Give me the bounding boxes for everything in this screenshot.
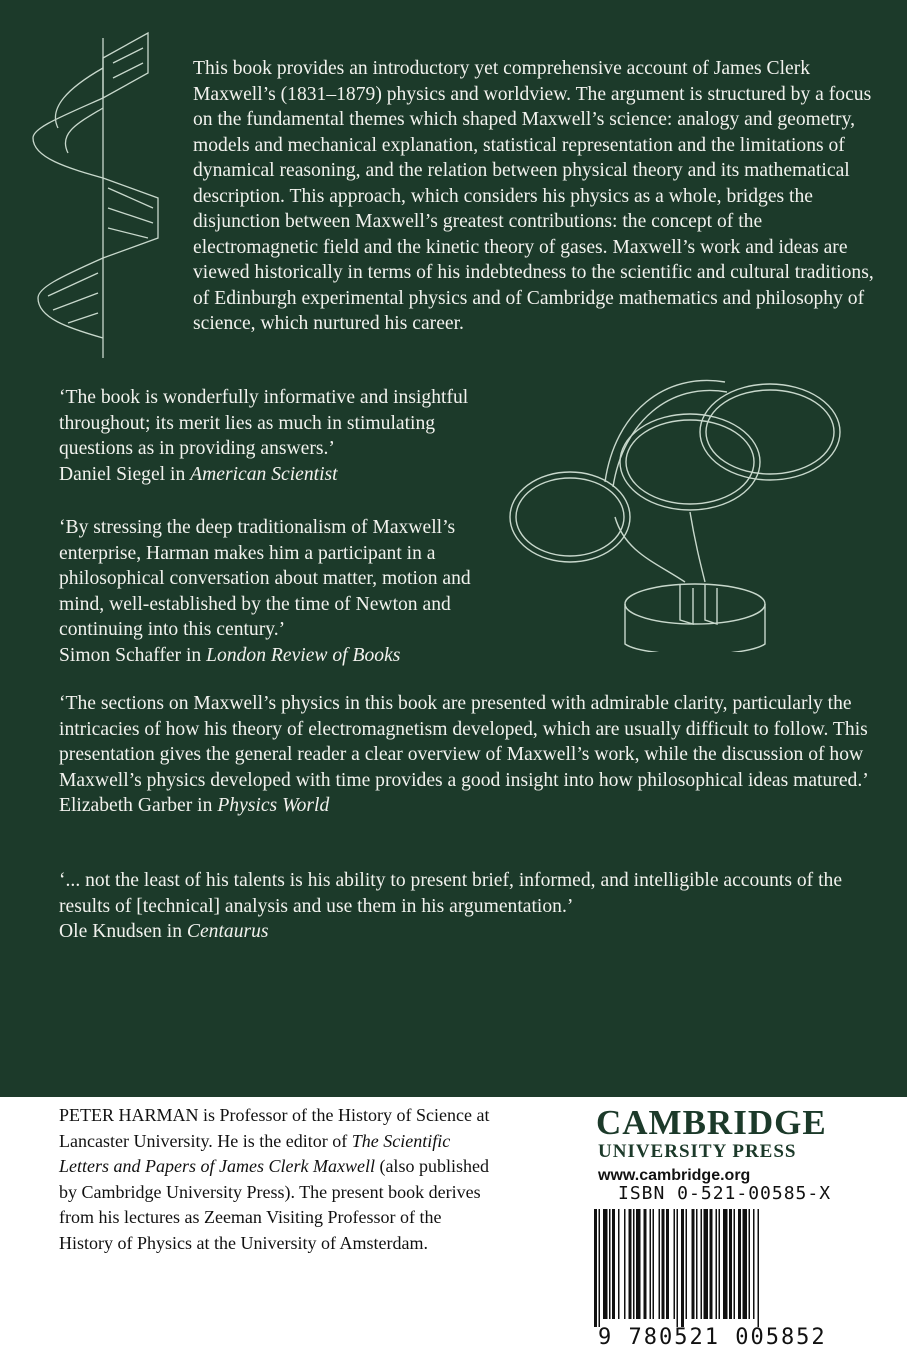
review-quote-2 [59, 515, 489, 668]
barcode-bar [644, 1209, 647, 1319]
barcode-bar [650, 1209, 652, 1319]
barcode-bar [696, 1209, 698, 1319]
barcode-bar [749, 1209, 751, 1319]
quote-text: ‘... not the least of his talents is his ability to present brief, informed, and intelligible accounts of the results of [technical] analysis and use them in his argumentation.’ [59, 870, 843, 917]
barcode-bar [738, 1209, 741, 1319]
barcode-bar [734, 1209, 736, 1319]
quote-source: Centaurus [186, 921, 269, 942]
quote-attribution [59, 793, 889, 819]
quote-attribution [59, 462, 509, 488]
magnetic-rings-illustration [505, 352, 865, 652]
barcode-bar [624, 1209, 626, 1319]
publisher-logo [596, 1105, 836, 1185]
publisher-name: CAMBRIDGE [596, 1103, 827, 1142]
quote-text: ‘The sections on Maxwell’s physics in this book are presented with admirable clarity, particularly the intricacies of how his theory of electromagnetism developed, which are usually difficult to follow. This presentation gives the general reader a clear overview of Maxwell’s work, while the discussion of how Maxwell’s physics developed with time provides a good insight into how philosophical ideas matured.’ [59, 693, 869, 791]
barcode-bar [609, 1209, 611, 1319]
publisher-url: www.cambridge.org [598, 1167, 751, 1184]
barcode-bar [681, 1209, 684, 1327]
barcode-bar [716, 1209, 718, 1319]
quote-attribution [59, 643, 489, 669]
quote-attribution [59, 919, 889, 945]
barcode-bar [743, 1209, 748, 1319]
quote-source: London Review of Books [206, 644, 401, 666]
barcode-bar [677, 1209, 679, 1327]
quote-source: American Scientist [190, 463, 338, 485]
barcode-bar [729, 1209, 732, 1319]
review-quote-3 [59, 691, 889, 819]
bottom-info-band [0, 1097, 907, 1360]
barcode-bar [704, 1209, 709, 1319]
quote-author: Daniel Siegel in [59, 463, 186, 485]
bio-text-after: (also published by Cambridge University Press). The present book derives from his lectures as Zeeman Visiting Professor of the History of Physics at the University of Amsterdam. [59, 1156, 489, 1253]
bio-book-title: The Scientific Letters and Papers of James Clerk Maxwell [59, 1130, 451, 1176]
review-quote-4 [59, 868, 889, 945]
barcode-bar [662, 1209, 665, 1319]
barcode-bar [599, 1209, 601, 1327]
review-quote-1 [59, 385, 509, 487]
wave-helix-illustration [28, 28, 178, 368]
author-bio [59, 1103, 499, 1256]
barcode-bar [633, 1209, 635, 1319]
barcode-bar [758, 1209, 760, 1327]
quote-author: Elizabeth Garber in [59, 795, 213, 816]
barcode-bar [701, 1209, 703, 1319]
barcode-bar [659, 1209, 661, 1319]
bio-text-before: PETER HARMAN is Professor of the History of Science at Lancaster University. He is the editor of [59, 1105, 490, 1151]
barcode-bar [692, 1209, 695, 1319]
barcode-bar [594, 1209, 597, 1327]
barcode-bar [629, 1209, 632, 1319]
quote-text: ‘The book is wonderfully informative and insightful throughout; its merit lies as much in stimulating questions as in providing answers.’ [59, 387, 469, 459]
isbn-label: ISBN 0-521-00585-X [618, 1183, 832, 1204]
book-description: This book provides an introductory yet comprehensive account of James Clerk Maxwell’s (1831–1879) physics and worldview. The argument is structured by a focus on the fundamental themes which shaped Maxwell’s science: analogy and geometry, models and mechanical explanation, statistical representation and the limitations of dynamical reasoning, and the relation between physical theory and its mathematical description. This approach, which considers his physics as a whole, bridges the disjunction between Maxwell’s greatest contributions: the concept of the electromagnetic field and the kinetic theory of gases. Maxwell’s work and ideas are viewed historically in terms of his indebtedness to the scientific and cultural traditions, of Edinburgh experimental physics and of Cambridge mathematics and philosophy of science, which nurtured his career. [193, 58, 874, 334]
quote-author: Ole Knudsen in [59, 921, 182, 942]
barcode-bar [719, 1209, 721, 1319]
barcode-bar [636, 1209, 641, 1319]
barcode-bar [686, 1209, 688, 1319]
barcode-bar [653, 1209, 655, 1319]
barcode-bar [612, 1209, 615, 1319]
barcode-bar [603, 1209, 608, 1319]
barcode-bar [723, 1209, 728, 1319]
publisher-press: UNIVERSITY PRESS [598, 1141, 797, 1162]
barcode-bar [666, 1209, 669, 1319]
quote-author: Simon Schaffer in [59, 644, 202, 666]
barcode [590, 1209, 812, 1327]
barcode-bar [674, 1209, 676, 1319]
barcode-bar [618, 1209, 620, 1319]
barcode-bar [710, 1209, 713, 1319]
barcode-bar [753, 1209, 755, 1319]
quote-text: ‘By stressing the deep traditionalism of Maxwell’s enterprise, Harman makes him a participant in a philosophical conversation about matter, motion and mind, well-established by the time of Newton and continuing into this century.’ [59, 517, 471, 640]
quote-source: Physics World [217, 795, 330, 816]
barcode-number: 9 780521 005852 [598, 1325, 827, 1350]
